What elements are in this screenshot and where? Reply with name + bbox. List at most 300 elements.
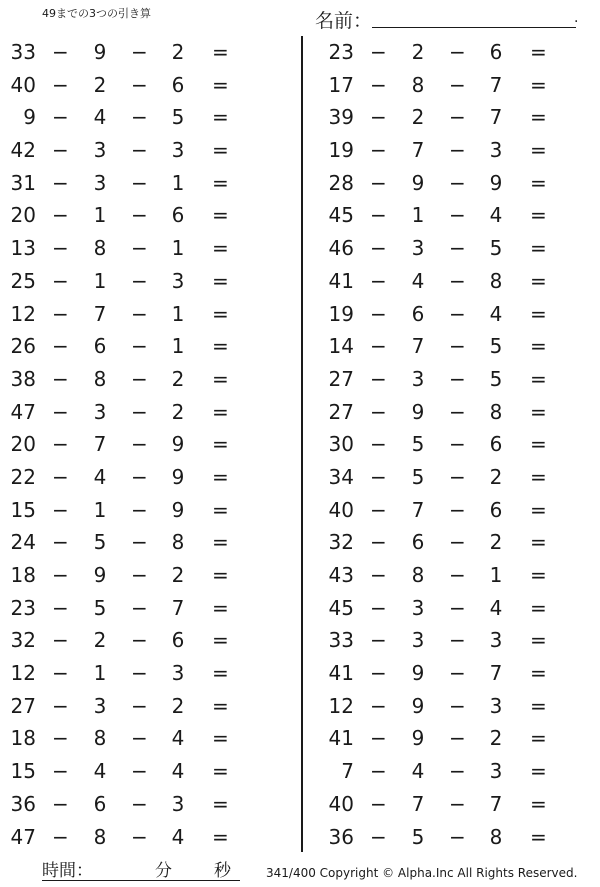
left-problem-column	[0, 36, 260, 853]
minus-sign: −	[131, 595, 148, 620]
minus-sign: −	[52, 399, 69, 424]
problem-row	[0, 265, 260, 298]
subtrahend-1: 9	[93, 563, 107, 587]
problem-row	[0, 690, 260, 723]
subtrahend-1: 9	[411, 661, 425, 686]
subtrahend-2: 5	[171, 105, 185, 130]
minuend: 18	[10, 563, 36, 587]
minus-sign: −	[52, 203, 69, 228]
minus-sign: −	[131, 236, 148, 261]
minus-sign: −	[449, 726, 466, 751]
subtrahend-1: 1	[93, 268, 107, 293]
subtrahend-1: 7	[93, 432, 107, 457]
equals-sign: =	[530, 334, 547, 359]
minus-sign: −	[370, 366, 387, 391]
minuend: 13	[10, 236, 36, 261]
subtrahend-2: 4	[171, 759, 185, 784]
problem-row	[318, 330, 578, 363]
equals-sign: =	[530, 661, 547, 686]
equals-sign: =	[212, 301, 229, 326]
subtrahend-2: 4	[489, 203, 503, 228]
subtrahend-1: 1	[93, 497, 107, 522]
minus-sign: −	[52, 138, 69, 163]
name-input-line[interactable]	[372, 27, 576, 28]
subtrahend-2: 6	[489, 432, 503, 457]
subtrahend-2: 7	[489, 661, 503, 686]
minus-sign: −	[52, 530, 69, 555]
equals-sign: =	[530, 40, 547, 64]
minuend: 36	[10, 791, 36, 816]
minus-sign: −	[131, 791, 148, 816]
minus-sign: −	[52, 791, 69, 816]
column-divider	[301, 36, 303, 852]
minuend: 20	[10, 203, 36, 228]
minuend: 12	[328, 693, 354, 718]
subtrahend-2: 3	[489, 628, 503, 653]
minus-sign: −	[52, 334, 69, 359]
subtrahend-2: 2	[171, 563, 185, 587]
minuend: 41	[328, 268, 354, 293]
minuend: 47	[10, 824, 36, 849]
minus-sign: −	[131, 366, 148, 391]
subtrahend-1: 3	[93, 170, 107, 195]
minuend: 7	[341, 759, 354, 784]
subtrahend-1: 6	[93, 791, 107, 816]
problem-row	[318, 265, 578, 298]
equals-sign: =	[212, 530, 229, 555]
minus-sign: −	[370, 72, 387, 97]
minuend: 19	[328, 301, 354, 326]
subtrahend-2: 2	[171, 399, 185, 424]
minus-sign: −	[52, 170, 69, 195]
equals-sign: =	[530, 170, 547, 195]
right-problem-column	[318, 36, 578, 853]
subtrahend-1: 4	[93, 105, 107, 130]
minuend: 42	[10, 138, 36, 163]
subtrahend-1: 8	[93, 824, 107, 849]
subtrahend-2: 3	[171, 661, 185, 686]
problem-row	[318, 199, 578, 232]
equals-sign: =	[212, 464, 229, 489]
subtrahend-1: 7	[411, 791, 425, 816]
minus-sign: −	[370, 105, 387, 130]
subtrahend-1: 5	[411, 432, 425, 457]
minus-sign: −	[449, 72, 466, 97]
minus-sign: −	[52, 268, 69, 293]
minus-sign: −	[52, 824, 69, 849]
equals-sign: =	[530, 497, 547, 522]
minus-sign: −	[52, 759, 69, 784]
minus-sign: −	[131, 824, 148, 849]
problem-row	[0, 36, 260, 69]
subtrahend-1: 3	[93, 138, 107, 163]
minuend: 15	[10, 497, 36, 522]
equals-sign: =	[530, 791, 547, 816]
minus-sign: −	[131, 40, 148, 64]
minuend: 22	[10, 464, 36, 489]
problem-row	[0, 461, 260, 494]
subtrahend-2: 9	[171, 432, 185, 457]
minus-sign: −	[370, 170, 387, 195]
problem-row	[0, 232, 260, 265]
subtrahend-2: 7	[171, 595, 185, 620]
subtrahend-1: 5	[93, 530, 107, 555]
minus-sign: −	[449, 138, 466, 163]
problem-row	[0, 428, 260, 461]
minus-sign: −	[131, 530, 148, 555]
minuend: 45	[328, 595, 354, 620]
minus-sign: −	[52, 595, 69, 620]
subtrahend-2: 6	[171, 628, 185, 653]
minus-sign: −	[131, 170, 148, 195]
minus-sign: −	[52, 236, 69, 261]
equals-sign: =	[530, 759, 547, 784]
problem-row	[0, 755, 260, 788]
problem-row	[318, 755, 578, 788]
minus-sign: −	[52, 497, 69, 522]
minus-sign: −	[131, 301, 148, 326]
name-line-dot: .	[574, 10, 579, 26]
subtrahend-1: 1	[411, 203, 425, 228]
copyright-text: 341/400 Copyright © Alpha.Inc All Rights Reserved.	[266, 866, 578, 880]
subtrahend-1: 2	[411, 105, 425, 130]
equals-sign: =	[530, 236, 547, 261]
subtrahend-1: 7	[93, 301, 107, 326]
minuend: 33	[10, 40, 36, 64]
minuend: 41	[328, 661, 354, 686]
subtrahend-1: 4	[411, 268, 425, 293]
subtrahend-1: 3	[93, 399, 107, 424]
minus-sign: −	[370, 759, 387, 784]
minus-sign: −	[449, 40, 466, 64]
minus-sign: −	[131, 334, 148, 359]
minus-sign: −	[370, 791, 387, 816]
minus-sign: −	[131, 661, 148, 686]
minus-sign: −	[131, 464, 148, 489]
equals-sign: =	[530, 563, 547, 587]
equals-sign: =	[530, 399, 547, 424]
minuend: 41	[328, 726, 354, 751]
minus-sign: −	[131, 268, 148, 293]
equals-sign: =	[212, 791, 229, 816]
minus-sign: −	[52, 464, 69, 489]
equals-sign: =	[212, 726, 229, 751]
subtrahend-1: 3	[411, 628, 425, 653]
minus-sign: −	[370, 334, 387, 359]
subtrahend-2: 6	[171, 72, 185, 97]
equals-sign: =	[530, 432, 547, 457]
subtrahend-1: 5	[93, 595, 107, 620]
subtrahend-2: 3	[171, 268, 185, 293]
minus-sign: −	[131, 203, 148, 228]
minus-sign: −	[449, 497, 466, 522]
subtrahend-1: 4	[93, 759, 107, 784]
minuend: 32	[10, 628, 36, 653]
equals-sign: =	[212, 40, 229, 64]
problem-row	[318, 428, 578, 461]
minus-sign: −	[370, 203, 387, 228]
minuend: 24	[10, 530, 36, 555]
problem-row	[318, 69, 578, 102]
subtrahend-1: 9	[411, 726, 425, 751]
subtrahend-1: 6	[411, 301, 425, 326]
equals-sign: =	[212, 105, 229, 130]
minuend: 25	[10, 268, 36, 293]
subtrahend-1: 4	[411, 759, 425, 784]
subtrahend-1: 8	[411, 72, 425, 97]
minus-sign: −	[370, 464, 387, 489]
subtrahend-1: 1	[93, 203, 107, 228]
subtrahend-1: 4	[93, 464, 107, 489]
equals-sign: =	[212, 432, 229, 457]
minus-sign: −	[370, 628, 387, 653]
minuend: 34	[328, 464, 354, 489]
equals-sign: =	[212, 72, 229, 97]
subtrahend-2: 1	[171, 334, 185, 359]
problem-row	[318, 624, 578, 657]
subtrahend-2: 3	[489, 759, 503, 784]
subtrahend-2: 3	[489, 693, 503, 718]
minus-sign: −	[370, 595, 387, 620]
subtrahend-2: 4	[171, 824, 185, 849]
problem-row	[318, 232, 578, 265]
subtrahend-1: 1	[93, 661, 107, 686]
subtrahend-1: 8	[93, 726, 107, 751]
minus-sign: −	[449, 464, 466, 489]
problem-row	[318, 821, 578, 854]
minus-sign: −	[131, 399, 148, 424]
problem-row	[318, 494, 578, 527]
equals-sign: =	[530, 105, 547, 130]
minuend: 27	[10, 693, 36, 718]
equals-sign: =	[212, 759, 229, 784]
minus-sign: −	[131, 693, 148, 718]
problem-row	[0, 199, 260, 232]
problem-row	[0, 624, 260, 657]
equals-sign: =	[212, 203, 229, 228]
minus-sign: −	[449, 595, 466, 620]
subtrahend-1: 7	[411, 138, 425, 163]
subtrahend-1: 5	[411, 464, 425, 489]
minus-sign: −	[449, 334, 466, 359]
subtrahend-2: 5	[489, 334, 503, 359]
minuend: 33	[328, 628, 354, 653]
equals-sign: =	[212, 399, 229, 424]
problem-row	[0, 821, 260, 854]
minuend: 30	[328, 432, 354, 457]
subtrahend-1: 8	[411, 563, 425, 587]
minuend: 36	[328, 824, 354, 849]
problem-row	[318, 690, 578, 723]
minuend: 9	[23, 105, 36, 130]
subtrahend-1: 7	[411, 497, 425, 522]
minus-sign: −	[370, 40, 387, 64]
subtrahend-2: 6	[489, 40, 503, 64]
minuend: 32	[328, 530, 354, 555]
problem-row	[318, 592, 578, 625]
minus-sign: −	[449, 399, 466, 424]
problem-row	[0, 101, 260, 134]
minus-sign: −	[370, 661, 387, 686]
equals-sign: =	[212, 628, 229, 653]
name-label: 名前：	[315, 10, 373, 32]
problem-row	[0, 69, 260, 102]
equals-sign: =	[212, 693, 229, 718]
problem-row	[0, 722, 260, 755]
subtrahend-2: 1	[489, 563, 503, 587]
problem-row	[318, 788, 578, 821]
problem-row	[0, 396, 260, 429]
subtrahend-1: 8	[93, 236, 107, 261]
subtrahend-2: 5	[489, 236, 503, 261]
minus-sign: −	[131, 563, 148, 587]
minus-sign: −	[370, 693, 387, 718]
subtrahend-2: 4	[489, 595, 503, 620]
minus-sign: −	[370, 530, 387, 555]
subtrahend-2: 7	[489, 72, 503, 97]
problem-row	[318, 36, 578, 69]
problem-row	[0, 559, 260, 592]
problem-row	[318, 134, 578, 167]
minus-sign: −	[449, 791, 466, 816]
time-label: 時間：	[42, 861, 93, 881]
minus-sign: −	[52, 105, 69, 130]
equals-sign: =	[212, 236, 229, 261]
subtrahend-1: 3	[93, 693, 107, 718]
equals-sign: =	[212, 334, 229, 359]
subtrahend-1: 2	[93, 72, 107, 97]
equals-sign: =	[530, 138, 547, 163]
minus-sign: −	[370, 497, 387, 522]
time-record-field[interactable]	[42, 856, 240, 881]
minus-sign: −	[52, 301, 69, 326]
equals-sign: =	[530, 203, 547, 228]
subtrahend-2: 2	[489, 464, 503, 489]
minus-sign: −	[131, 628, 148, 653]
minuend: 26	[10, 334, 36, 359]
minus-sign: −	[52, 563, 69, 587]
minus-sign: −	[370, 432, 387, 457]
subtrahend-2: 2	[171, 693, 185, 718]
minutes-label: 分	[155, 861, 172, 881]
problem-row	[0, 363, 260, 396]
subtrahend-1: 3	[411, 366, 425, 391]
minus-sign: −	[370, 824, 387, 849]
equals-sign: =	[212, 595, 229, 620]
subtrahend-1: 3	[411, 236, 425, 261]
subtrahend-2: 3	[171, 138, 185, 163]
minuend: 23	[10, 595, 36, 620]
equals-sign: =	[212, 661, 229, 686]
minuend: 19	[328, 138, 354, 163]
problem-row	[0, 526, 260, 559]
minus-sign: −	[131, 72, 148, 97]
problem-row	[318, 526, 578, 559]
subtrahend-2: 8	[171, 530, 185, 555]
minus-sign: −	[131, 105, 148, 130]
subtrahend-1: 3	[411, 595, 425, 620]
subtrahend-2: 7	[489, 105, 503, 130]
problem-row	[0, 657, 260, 690]
minus-sign: −	[131, 726, 148, 751]
subtrahend-2: 3	[171, 791, 185, 816]
minuend: 27	[328, 399, 354, 424]
subtrahend-1: 9	[411, 693, 425, 718]
minus-sign: −	[52, 628, 69, 653]
minuend: 38	[10, 366, 36, 391]
equals-sign: =	[530, 301, 547, 326]
subtrahend-1: 9	[411, 399, 425, 424]
equals-sign: =	[530, 595, 547, 620]
problem-row	[0, 592, 260, 625]
subtrahend-2: 1	[171, 170, 185, 195]
subtrahend-1: 6	[93, 334, 107, 359]
equals-sign: =	[530, 366, 547, 391]
problem-row	[0, 494, 260, 527]
minuend: 40	[328, 497, 354, 522]
problem-row	[318, 461, 578, 494]
problem-row	[0, 788, 260, 821]
minuend: 47	[10, 399, 36, 424]
equals-sign: =	[530, 726, 547, 751]
subtrahend-2: 8	[489, 268, 503, 293]
minus-sign: −	[449, 759, 466, 784]
minuend: 17	[328, 72, 354, 97]
minuend: 27	[328, 366, 354, 391]
subtrahend-1: 2	[93, 628, 107, 653]
worksheet-title: 49までの3つの引き算	[42, 7, 151, 20]
subtrahend-2: 5	[489, 366, 503, 391]
minus-sign: −	[52, 432, 69, 457]
problem-row	[0, 134, 260, 167]
minuend: 31	[10, 170, 36, 195]
equals-sign: =	[212, 170, 229, 195]
minuend: 20	[10, 432, 36, 457]
subtrahend-1: 9	[411, 170, 425, 195]
subtrahend-2: 8	[489, 824, 503, 849]
problem-row	[318, 722, 578, 755]
problem-row	[318, 559, 578, 592]
minus-sign: −	[449, 824, 466, 849]
minus-sign: −	[449, 693, 466, 718]
subtrahend-2: 1	[171, 236, 185, 261]
minus-sign: −	[370, 726, 387, 751]
minus-sign: −	[131, 138, 148, 163]
minus-sign: −	[52, 366, 69, 391]
minus-sign: −	[449, 170, 466, 195]
minuend: 14	[328, 334, 354, 359]
minuend: 39	[328, 105, 354, 130]
problem-row	[318, 101, 578, 134]
equals-sign: =	[530, 628, 547, 653]
minus-sign: −	[52, 661, 69, 686]
subtrahend-2: 9	[171, 497, 185, 522]
subtrahend-2: 8	[489, 399, 503, 424]
equals-sign: =	[530, 268, 547, 293]
equals-sign: =	[212, 563, 229, 587]
minus-sign: −	[52, 726, 69, 751]
subtrahend-2: 6	[489, 497, 503, 522]
minuend: 15	[10, 759, 36, 784]
minus-sign: −	[52, 72, 69, 97]
subtrahend-1: 9	[93, 40, 107, 64]
equals-sign: =	[212, 824, 229, 849]
minus-sign: −	[449, 301, 466, 326]
minus-sign: −	[449, 530, 466, 555]
equals-sign: =	[212, 268, 229, 293]
equals-sign: =	[212, 497, 229, 522]
subtrahend-2: 1	[171, 301, 185, 326]
